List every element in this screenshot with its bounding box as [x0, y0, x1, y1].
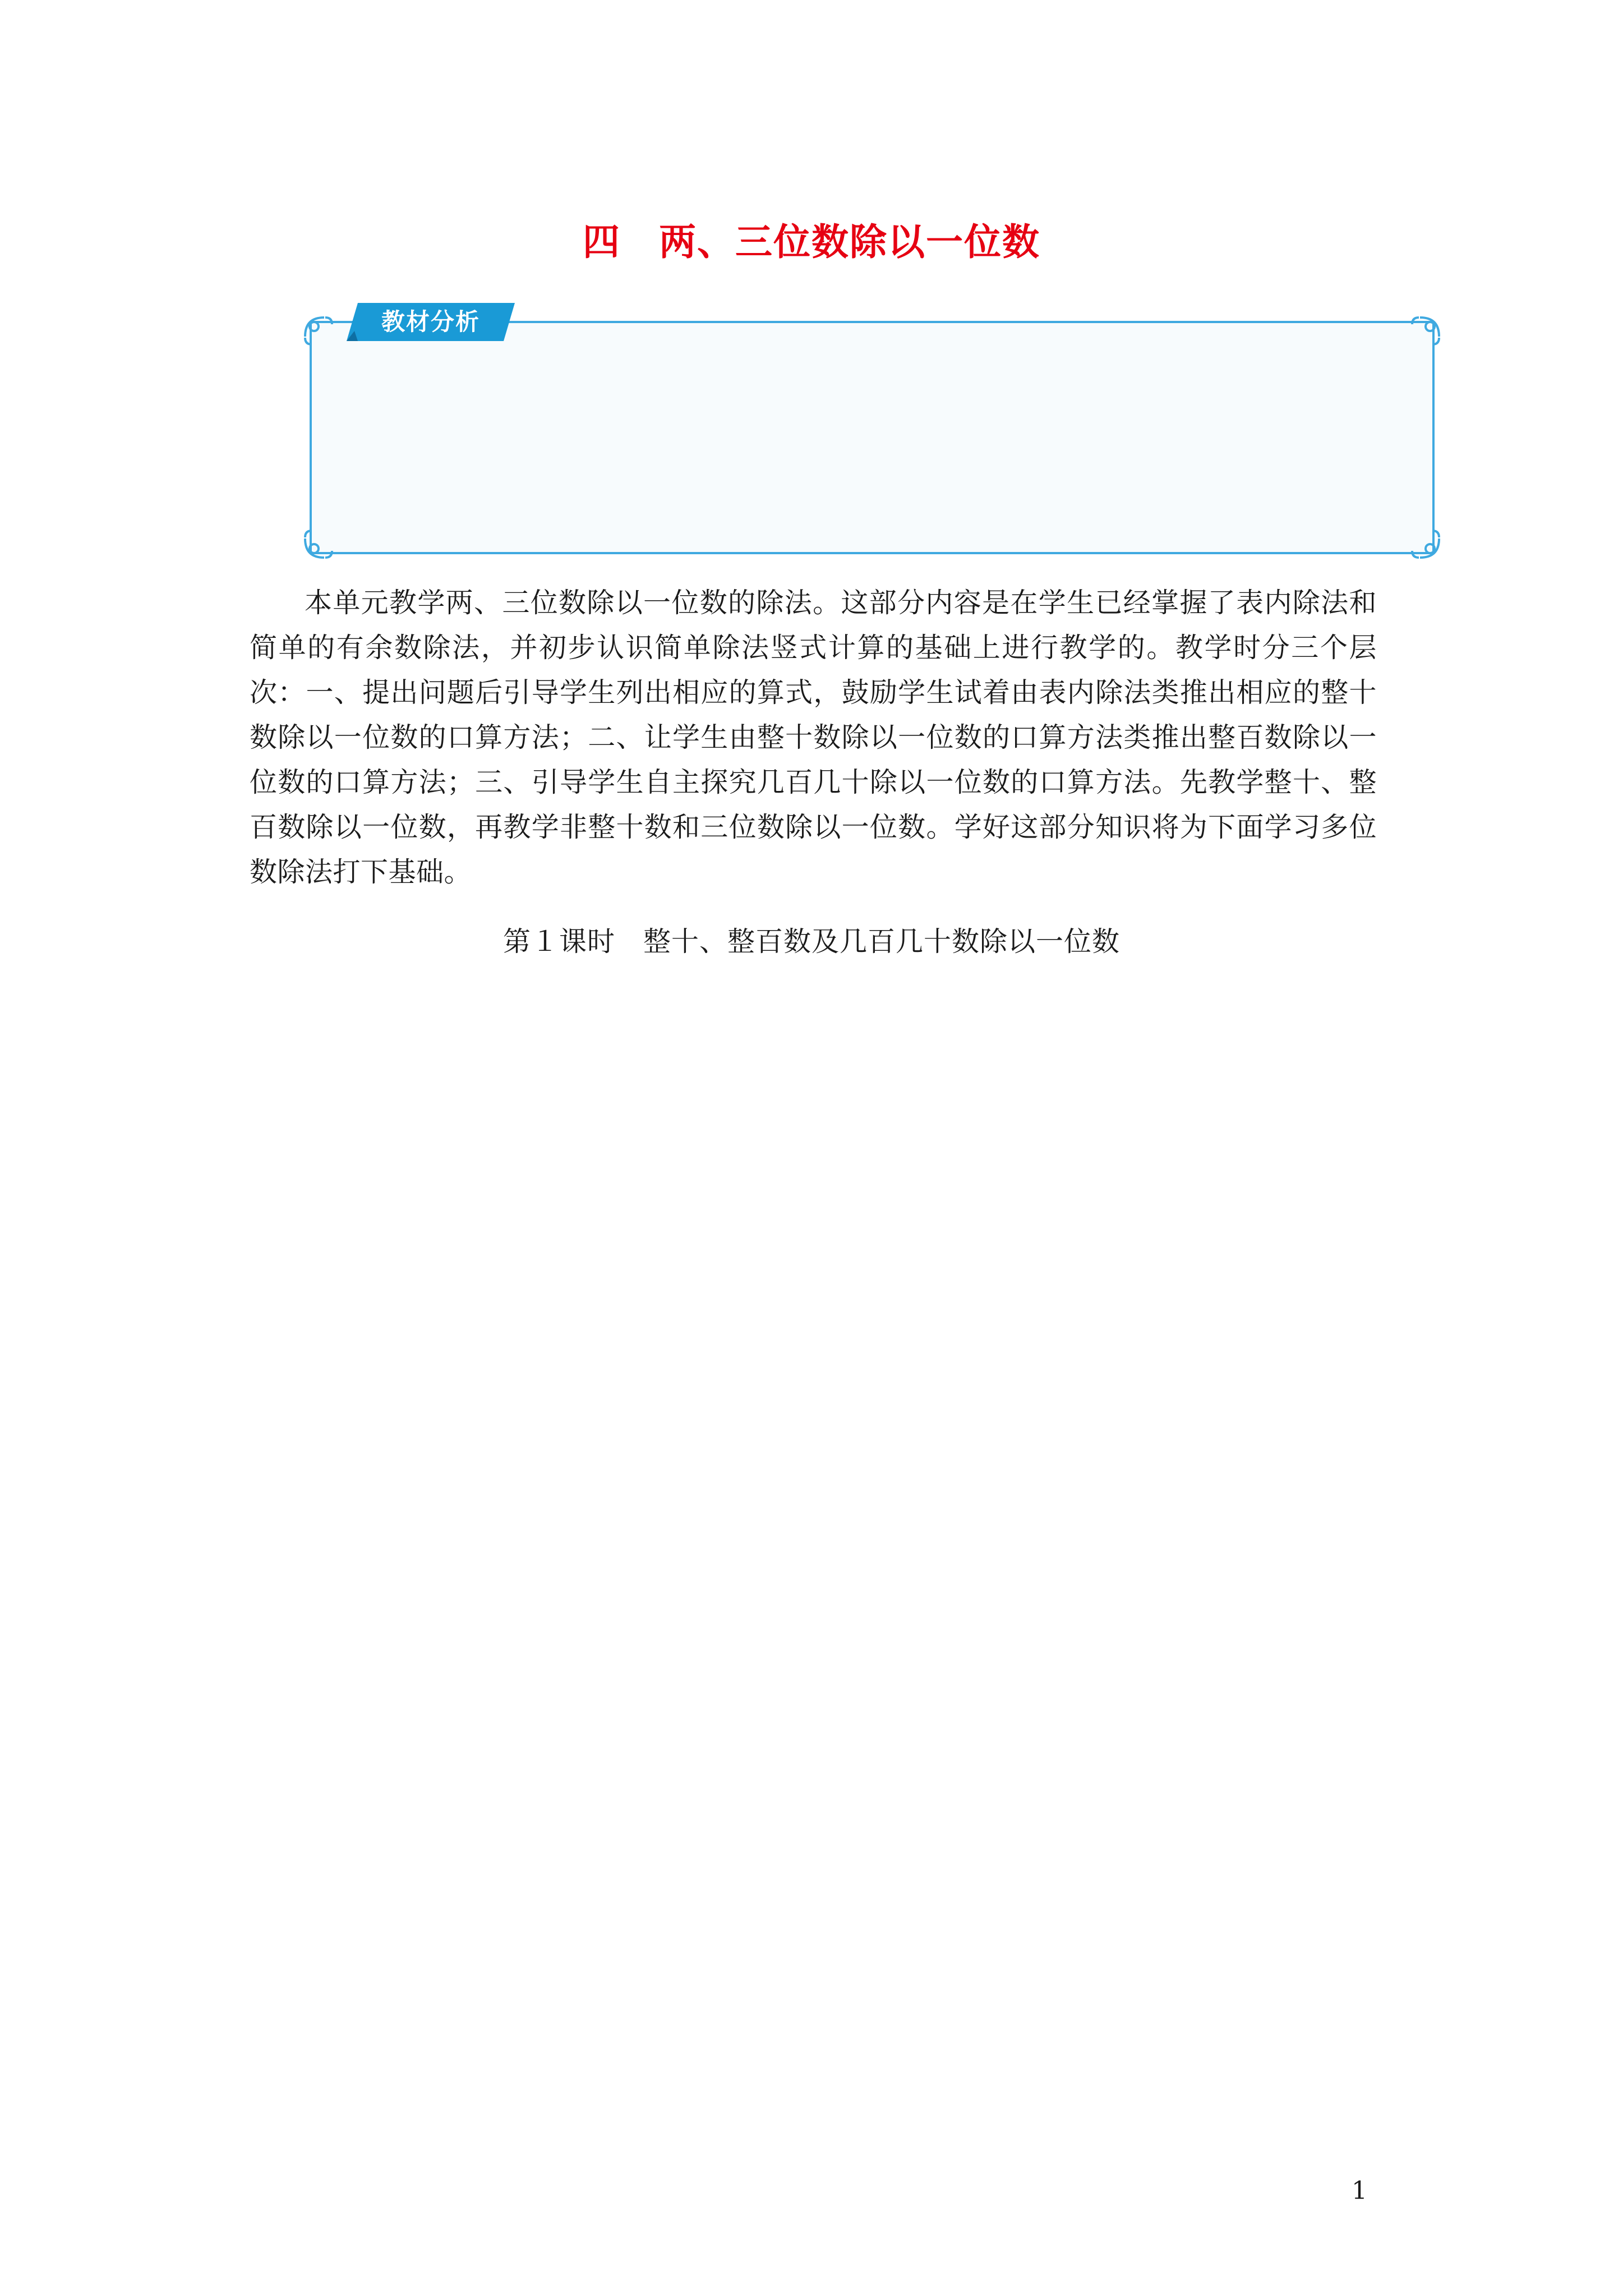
page-number: 1 — [1352, 2177, 1367, 2205]
chapter-title: 四 两、三位数除以一位数 — [583, 220, 1040, 264]
badge-label: 教材分析 — [381, 308, 480, 335]
unit-description-paragraph: 本单元教学两、三位数除以一位数的除法。这部分内容是在学生已经掌握了表内除法和简单的有余数除法，并初步认识简单除法竖式计算的基础上进行教学的。教学时分三个层次：一、提出问题后引导学生列出相应的算式，鼓励学生试着由表内除法类推出相应的整十数除以一位数的口算方法；二、让学生由整十数除以一位数的口算方法类推出整百数除以一位数的口算方法；三、引导学生自主探究几百几十除以一位数的口算方法。先教学整十、整百数除以一位数，再教学非整十数和三位数除以一位数。学好这部分知识将为下面学习多位数除法打下基础。 — [250, 587, 1377, 888]
textbook-analysis-box — [303, 308, 1441, 561]
lesson-title: 第１课时 整十、整百数及几百几十数除以一位数 — [502, 926, 1120, 958]
textbook-analysis-badge — [347, 303, 515, 341]
decorative-frame — [303, 314, 1441, 561]
